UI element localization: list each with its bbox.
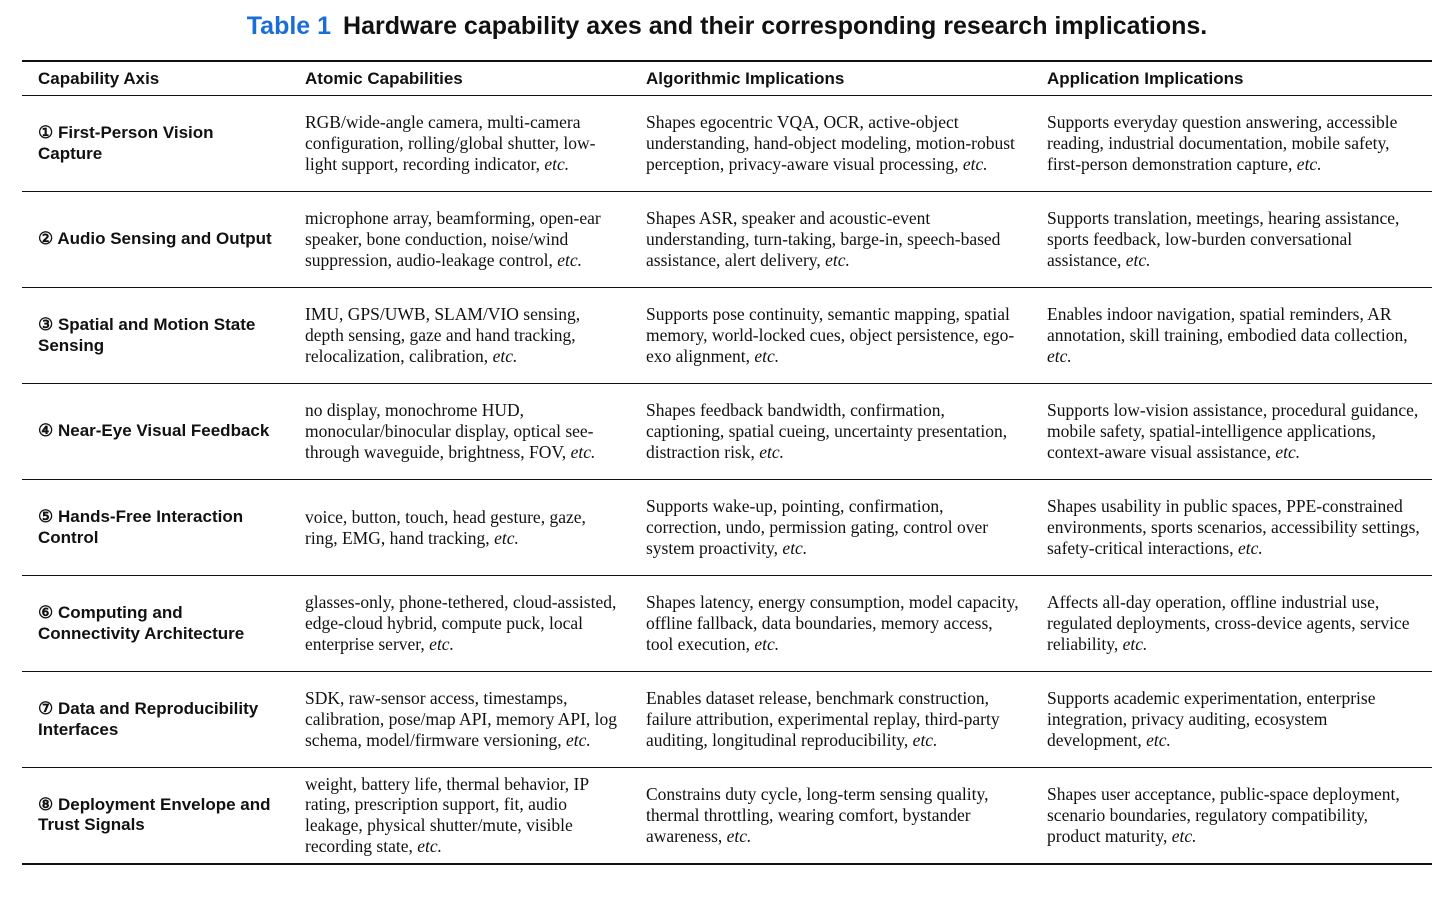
table-row: [22, 384, 1432, 480]
application-implications-cell: Shapes usability in public spaces, PPE-constrained environments, sports scenarios, accessibility settings, safety-critical interactions, etc.: [1047, 496, 1420, 558]
algorithmic-implications-cell: Shapes feedback bandwidth, confirmation, captioning, spatial cueing, uncertainty presentation, distraction risk, etc.: [646, 400, 1008, 462]
etc-italic: etc.: [1296, 153, 1322, 174]
header-atomic-capabilities: Atomic Capabilities: [305, 68, 463, 88]
table-row: [22, 192, 1432, 288]
table-caption: [0, 8, 1454, 44]
atomic-capabilities-cell: glasses-only, phone-tethered, cloud-assisted, edge-cloud hybrid, compute puck, local enterprise server, etc.: [305, 592, 617, 654]
etc-italic: etc.: [1125, 249, 1151, 270]
etc-italic: etc.: [1171, 825, 1197, 846]
atomic-capabilities-cell: weight, battery life, thermal behavior, IP rating, prescription support, fit, audio leakage, physical shutter/mute, visible recording state, etc.: [305, 773, 589, 857]
table-row: [22, 672, 1432, 768]
application-implications-cell: Enables indoor navigation, spatial reminders, AR annotation, skill training, embodied data collection, etc.: [1047, 304, 1408, 366]
table-title: Hardware capability axes and their corresponding research implications.: [343, 12, 1208, 40]
capability-table: [22, 60, 1432, 865]
capability-axis-cell: ⑤ Hands-Free Interaction Control: [38, 507, 244, 547]
etc-italic: etc.: [912, 729, 938, 750]
algorithmic-implications-cell: Shapes latency, energy consumption, model capacity, offline fallback, data boundaries, memory access, tool execution, etc.: [646, 592, 1019, 654]
table-row: [22, 768, 1432, 864]
application-implications-cell: Supports low-vision assistance, procedural guidance, mobile safety, spatial-intelligence applications, context-aware visual assistance, etc.: [1047, 400, 1419, 462]
etc-italic: etc.: [494, 527, 519, 548]
capability-axis-cell: ⑥ Computing and Connectivity Architecture: [38, 603, 245, 643]
etc-italic: etc.: [1122, 633, 1148, 654]
algorithmic-implications-cell: Supports wake-up, pointing, confirmation, correction, undo, permission gating, control over system proactivity, etc.: [646, 496, 989, 558]
header-row: [22, 61, 1432, 96]
algorithmic-implications-cell: Shapes egocentric VQA, OCR, active-object understanding, hand-object modeling, motion-robust perception, privacy-aware visual processing, etc.: [646, 112, 1015, 174]
etc-italic: etc.: [962, 153, 988, 174]
table-body: [22, 96, 1432, 864]
header-algorithmic-implications: Algorithmic Implications: [646, 68, 845, 88]
atomic-capabilities-cell: voice, button, touch, head gesture, gaze, ring, EMG, hand tracking, etc.: [305, 506, 586, 548]
algorithmic-implications-cell: Shapes ASR, speaker and acoustic-event understanding, turn-taking, barge-in, speech-based assistance, alert delivery, etc.: [646, 208, 1001, 270]
application-implications-cell: Shapes user acceptance, public-space deployment, scenario boundaries, regulatory compatibility, product maturity, etc.: [1047, 784, 1400, 846]
table-row: [22, 288, 1432, 384]
etc-italic: etc.: [492, 345, 518, 366]
capability-axis-cell: ⑧ Deployment Envelope and Trust Signals: [38, 794, 271, 835]
application-implications-cell: Supports translation, meetings, hearing assistance, sports feedback, low-burden conversational assistance, etc.: [1047, 208, 1400, 270]
etc-italic: etc.: [782, 537, 808, 558]
etc-italic: etc.: [544, 153, 570, 174]
header-capability-axis: Capability Axis: [38, 68, 160, 88]
table-number: Table 1: [246, 12, 332, 40]
table-row: [22, 576, 1432, 672]
capability-axis-cell: ③ Spatial and Motion State Sensing: [38, 315, 256, 355]
etc-italic: etc.: [1047, 345, 1072, 366]
etc-italic: etc.: [754, 633, 780, 654]
etc-italic: etc.: [570, 441, 596, 462]
atomic-capabilities-cell: RGB/wide-angle camera, multi-camera configuration, rolling/global shutter, low-light support, recording indicator, etc.: [305, 112, 596, 174]
capability-axis-cell: ④ Near-Eye Visual Feedback: [38, 421, 270, 441]
atomic-capabilities-cell: IMU, GPS/UWB, SLAM/VIO sensing, depth sensing, gaze and hand tracking, relocalization, calibration, etc.: [305, 304, 581, 366]
etc-italic: etc.: [754, 345, 780, 366]
etc-italic: etc.: [825, 249, 850, 270]
application-implications-cell: Affects all-day operation, offline industrial use, regulated deployments, cross-device agents, service reliability, etc.: [1047, 592, 1410, 654]
table-row: [22, 480, 1432, 576]
application-implications-cell: Supports everyday question answering, accessible reading, industrial documentation, mobile safety, first-person demonstration capture, etc.: [1047, 112, 1398, 174]
capability-axis-cell: ② Audio Sensing and Output: [38, 229, 272, 249]
etc-italic: etc.: [417, 836, 443, 857]
etc-italic: etc.: [759, 441, 785, 462]
etc-italic: etc.: [1237, 537, 1263, 558]
etc-italic: etc.: [1146, 729, 1171, 750]
application-implications-cell: Supports academic experimentation, enterprise integration, privacy auditing, ecosystem development, etc.: [1047, 688, 1376, 750]
capability-axis-cell: ① First-Person Vision Capture: [38, 123, 214, 163]
table-row: [22, 96, 1432, 192]
atomic-capabilities-cell: SDK, raw-sensor access, timestamps, calibration, pose/map API, memory API, log schema, model/firmware versioning, etc.: [305, 688, 618, 750]
algorithmic-implications-cell: Enables dataset release, benchmark construction, failure attribution, experimental replay, third-party auditing, longitudinal reproducibility, etc.: [646, 688, 1000, 750]
etc-italic: etc.: [1275, 441, 1301, 462]
header-application-implications: Application Implications: [1047, 68, 1244, 88]
atomic-capabilities-cell: no display, monochrome HUD, monocular/binocular display, optical see-through waveguide, brightness, FOV, etc.: [305, 400, 596, 462]
algorithmic-implications-cell: Constrains duty cycle, long-term sensing quality, thermal throttling, wearing comfort, bystander awareness, etc.: [646, 784, 989, 846]
etc-italic: etc.: [557, 249, 583, 270]
etc-italic: etc.: [726, 825, 752, 846]
etc-italic: etc.: [565, 729, 591, 750]
capability-axis-cell: ⑦ Data and Reproducibility Interfaces: [38, 699, 259, 739]
etc-italic: etc.: [429, 633, 454, 654]
algorithmic-implications-cell: Supports pose continuity, semantic mapping, spatial memory, world-locked cues, object persistence, ego-exo alignment, etc.: [646, 304, 1015, 366]
table-header: [22, 61, 1432, 96]
atomic-capabilities-cell: microphone array, beamforming, open-ear speaker, bone conduction, noise/wind suppression, audio-leakage control, etc.: [305, 208, 601, 270]
